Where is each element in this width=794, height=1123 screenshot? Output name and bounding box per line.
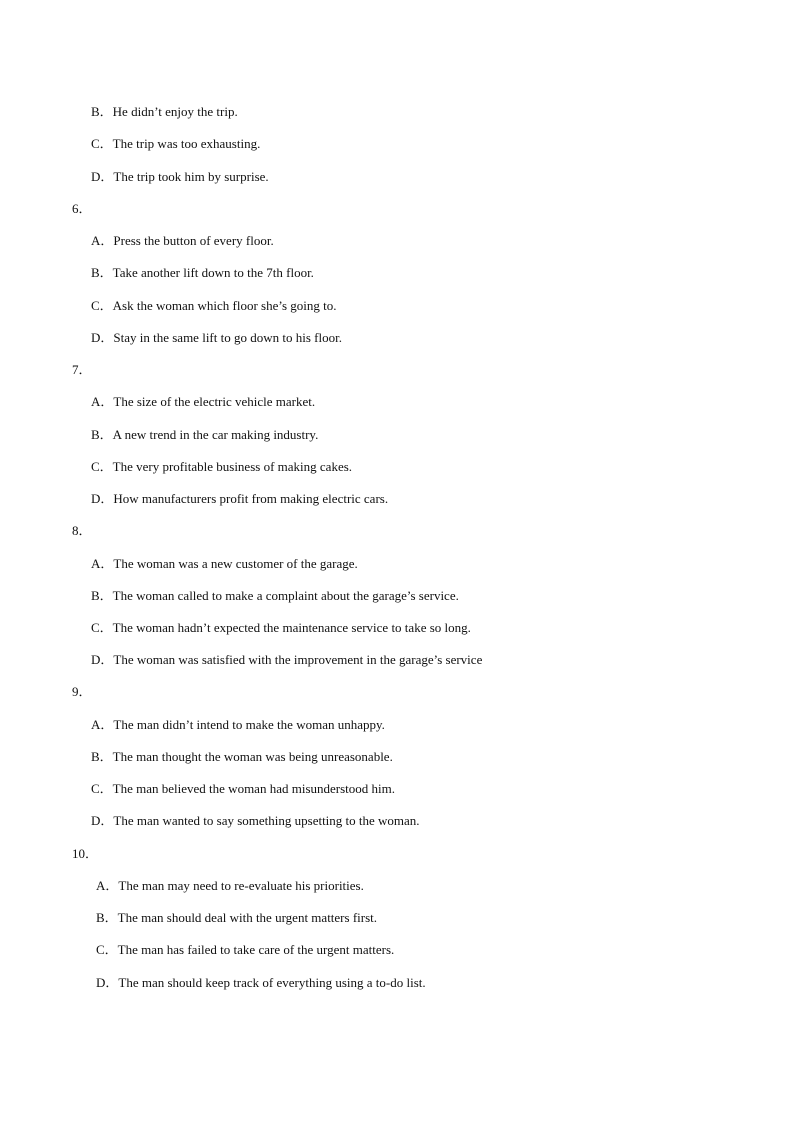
- q7-option-b: [91, 427, 318, 443]
- option-text: He didn’t enjoy the trip.: [112, 104, 238, 119]
- option-letter: C．: [91, 781, 113, 796]
- q10-option-a: [96, 878, 364, 894]
- q5-option-b: [91, 104, 238, 120]
- question-number-6: 6．: [72, 201, 92, 216]
- option-text: The trip was too exhausting.: [112, 136, 261, 151]
- option-letter: D．: [91, 491, 114, 506]
- q7-option-c: [91, 459, 352, 475]
- q10-option-d: [96, 975, 426, 991]
- q8-option-d: [91, 652, 482, 668]
- option-text: Press the button of every floor.: [113, 233, 274, 248]
- option-text: Ask the woman which floor she’s going to.: [112, 298, 337, 313]
- option-text: The trip took him by surprise.: [113, 169, 269, 184]
- option-text: The man didn’t intend to make the woman unhappy.: [113, 717, 385, 732]
- option-letter: A．: [96, 878, 119, 893]
- q5-option-c: [91, 136, 260, 152]
- q9-option-a: [91, 717, 385, 733]
- option-letter: A．: [91, 394, 114, 409]
- option-text: The woman called to make a complaint about the garage’s service.: [112, 588, 459, 603]
- q6-option-a: [91, 233, 274, 249]
- q5-option-d: [91, 169, 269, 185]
- option-letter: B．: [91, 265, 113, 280]
- q9-option-b: [91, 749, 393, 765]
- q7-option-a: [91, 394, 315, 410]
- q6-option-d: [91, 330, 342, 346]
- option-text: The man has failed to take care of the urgent matters.: [117, 942, 395, 957]
- q8-option-c: [91, 620, 471, 636]
- option-text: The size of the electric vehicle market.: [113, 394, 316, 409]
- q9-option-d: [91, 813, 420, 829]
- option-text: The man wanted to say something upsetting to the woman.: [113, 813, 420, 828]
- option-text: The man should deal with the urgent matters first.: [117, 910, 378, 925]
- option-text: Take another lift down to the 7th floor.: [112, 265, 314, 280]
- question-number-9: 9．: [72, 684, 92, 699]
- option-letter: B．: [91, 749, 113, 764]
- option-letter: D．: [91, 330, 114, 345]
- option-text: The man should keep track of everything using a to-do list.: [118, 975, 426, 990]
- question-number-7: 7．: [72, 362, 92, 377]
- option-letter: C．: [91, 298, 113, 313]
- option-text: The woman was a new customer of the garage.: [113, 556, 358, 571]
- q7-option-d: [91, 491, 388, 507]
- option-letter: B．: [96, 910, 118, 925]
- option-text: The woman was satisfied with the improvement in the garage’s service: [113, 652, 483, 667]
- option-letter: C．: [91, 136, 113, 151]
- option-text: The very profitable business of making cakes.: [112, 459, 353, 474]
- option-text: The man believed the woman had misunderstood him.: [112, 781, 395, 796]
- option-letter: A．: [91, 556, 114, 571]
- option-letter: D．: [96, 975, 119, 990]
- option-letter: C．: [96, 942, 118, 957]
- option-letter: B．: [91, 427, 113, 442]
- option-text: The man may need to re-evaluate his priorities.: [118, 878, 364, 893]
- option-text: The woman hadn’t expected the maintenance service to take so long.: [112, 620, 471, 635]
- q8-option-a: [91, 556, 358, 572]
- option-text: Stay in the same lift to go down to his floor.: [113, 330, 342, 345]
- q10-option-b: [96, 910, 377, 926]
- option-letter: D．: [91, 169, 114, 184]
- question-number-10: 10．: [72, 846, 99, 861]
- q9-option-c: [91, 781, 395, 797]
- option-letter: B．: [91, 104, 113, 119]
- option-letter: A．: [91, 233, 114, 248]
- option-letter: A．: [91, 717, 114, 732]
- q6-option-c: [91, 298, 337, 314]
- question-number-8: 8．: [72, 523, 92, 538]
- option-text: The man thought the woman was being unreasonable.: [112, 749, 393, 764]
- q6-option-b: [91, 265, 314, 281]
- option-letter: B．: [91, 588, 113, 603]
- option-letter: D．: [91, 652, 114, 667]
- option-letter: C．: [91, 459, 113, 474]
- q10-option-c: [96, 942, 394, 958]
- option-letter: D．: [91, 813, 114, 828]
- option-text: How manufacturers profit from making electric cars.: [113, 491, 389, 506]
- q8-option-b: [91, 588, 459, 604]
- option-text: A new trend in the car making industry.: [112, 427, 319, 442]
- option-letter: C．: [91, 620, 113, 635]
